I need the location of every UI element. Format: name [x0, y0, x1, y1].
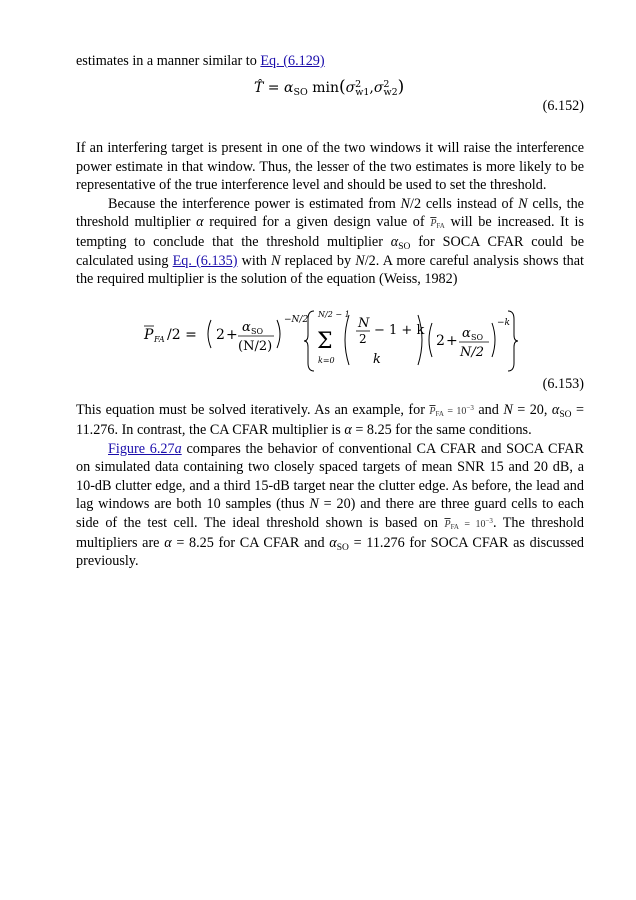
eq153-binom-lparen — [345, 315, 349, 365]
intro-line: estimates in a manner similar to Eq. (6.129) — [76, 53, 325, 69]
eq153-den-1: (N/2) — [238, 338, 273, 354]
eq153-sigma: Σ — [317, 328, 333, 354]
eq153-exp-1: −N/2 — [284, 314, 309, 325]
equation-6-152-body: T̂ = $\alpha_{SO}$ $\min(\sigma^2_{w1},\sigma^2_{w2})$ — [254, 77, 405, 99]
eq153-lparen-2 — [429, 323, 432, 357]
eq153-binom-rest: − 1 + k — [374, 322, 425, 338]
paragraph-2: Because the interference power is estimated from N/2 cells instead of N cells, the threshold multiplier α required for a given design value of $\overline{P}_{FA}$ will be increased. It is tempting to conclude that the threshold multiplier $\alpha_{SO}$ for SOCA CFAR could be calculated using Eq. (6.135) with N replaced by N/2. A more careful analysis shows that the required multiplier is the solution of the equation (Weiss, 1982) — [76, 195, 585, 288]
equation-6-152 — [76, 76, 584, 116]
paragraph-4: Figure 6.27a compares the behavior of conventional CA CFAR and SOCA CFAR on simulated data containing two closely spaced targets of mean SNR 15 and 20 dB, a 10-dB clutter edge, and a third 15-dB target near the clutter edge. As before, the lead and lag windows are both 10 samples (thus N = 20) and there are three guard cells to each side of the test cell. The ideal threshold shown is based on $\overline{P}_{FA} = 10^{-3}$. The threshold multipliers are α = 8.25 for CA CFAR and $\alpha_{SO} = 11.276$ for SOCA CFAR as discussed previously. — [76, 440, 585, 570]
eq153-so-2: SO — [471, 332, 484, 342]
eq153-binom-den: 2 — [359, 331, 367, 346]
pfa-value-inline-2: $\overline{P}_{FA} = 10^{-3}$ — [444, 516, 493, 531]
eq153-exp-2: −k — [497, 317, 510, 328]
equation-number-6-153: (6.153) — [542, 375, 584, 392]
eq153-two-1: 2 — [216, 326, 225, 343]
equation-6-153 — [76, 307, 584, 379]
eq153-den-2: N/2 — [460, 344, 485, 360]
eq153-plus-1: + — [226, 326, 238, 343]
eq153-lparen-1 — [208, 320, 211, 348]
eq153-alpha-2: α — [462, 325, 471, 341]
eq153-lhs-rest: /2 = — [167, 326, 197, 343]
eq-6-129-link[interactable]: Eq. (6.129) — [260, 53, 325, 69]
pfa-symbol: $\overline{P}_{FA}$ — [430, 218, 445, 231]
equation-number-6-152: (6.152) — [542, 98, 584, 115]
eq153-binom-k: k — [373, 351, 381, 367]
eq153-lhs-p: P — [144, 326, 154, 343]
eq153-sum-top: N/2 − 1 — [318, 309, 350, 319]
equation-6-153-body — [76, 307, 584, 379]
paragraph-1: If an interfering target is present in one of the two windows it will raise the interference power estimate in that window. Thus, the lesser of the two estimates is more likely to be representative of the true interference level and should be used to set the threshold. — [76, 140, 584, 194]
pfa-value-inline: $\overline{P}_{FA} = 10^{-3}$ — [429, 404, 474, 419]
eq153-two-2: 2 — [436, 332, 445, 349]
paragraph-3: This equation must be solved iteratively. As an example, for $\overline{P}_{FA} = 10^{-3}$ and N = 20, $\alpha_{SO} = 11.276$. In contrast, the CA CFAR multiplier is α = 8.25 for the same conditions. — [76, 402, 584, 439]
eq153-so-1: SO — [251, 326, 264, 336]
eq153-alpha-1: α — [242, 319, 251, 335]
eq153-lhs-sub: FA — [154, 334, 165, 344]
eq-6-135-link[interactable]: Eq. (6.135) — [172, 252, 238, 269]
eq153-sum-bottom: k=0 — [318, 355, 335, 365]
eq153-rparen-1 — [277, 320, 280, 348]
figure-6-27a-link[interactable]: Figure 6.27a — [108, 440, 182, 457]
eq153-rparen-2 — [492, 323, 495, 357]
eq153-binom-n: N — [358, 315, 370, 331]
eq153-plus-2: + — [446, 332, 458, 349]
document-page — [76, 52, 584, 571]
